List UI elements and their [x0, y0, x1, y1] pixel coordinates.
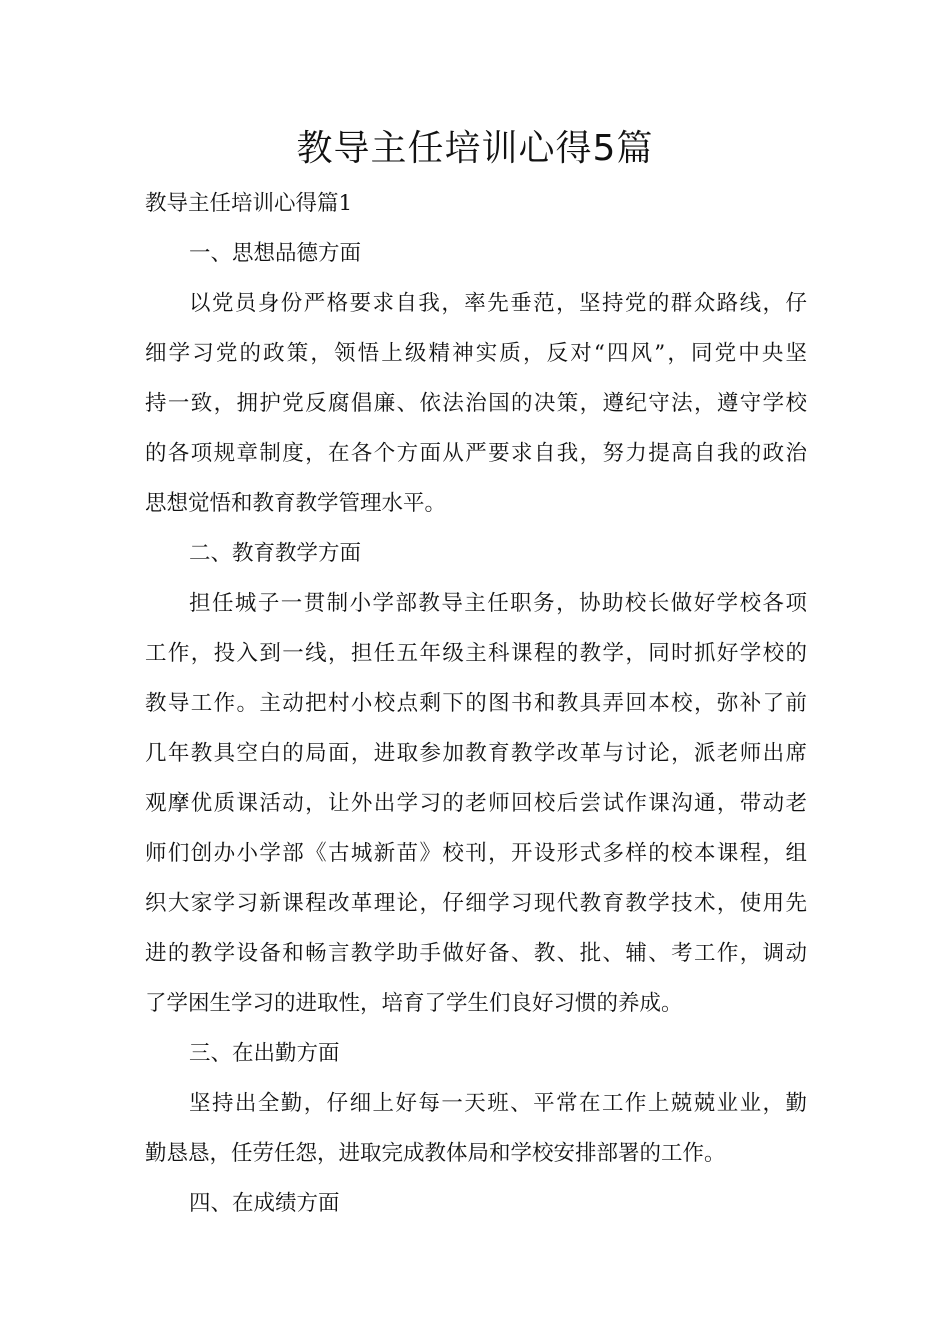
- heading-3: 三、在出勤方面: [189, 1041, 340, 1066]
- heading-1: 一、思想品德方面: [189, 241, 362, 266]
- paragraph-line: 观摩优质课活动，让外出学习的老师回校后尝试作课沟通，带动老: [145, 791, 807, 816]
- paragraph-line: 了学困生学习的进取性，培育了学生们良好习惯的养成。: [145, 991, 683, 1016]
- paragraph-line: 勤恳恳，任劳任怨，进取完成教体局和学校安排部署的工作。: [145, 1141, 726, 1166]
- paragraph-line: 的各项规章制度，在各个方面从严要求自我，努力提高自我的政治: [145, 441, 807, 466]
- paragraph-line: 细学习党的政策，领悟上级精神实质，反对“四风”，同党中央坚: [145, 341, 807, 366]
- document-title: 教导主任培训心得5篇: [296, 128, 654, 169]
- heading-4: 四、在成绩方面: [189, 1191, 340, 1216]
- paragraph-line: 担任城子一贯制小学部教导主任职务，协助校长做好学校各项: [189, 591, 807, 616]
- paragraph-line: 几年教具空白的局面，进取参加教育教学改革与讨论，派老师出席: [145, 741, 807, 766]
- paragraph-1: [145, 279, 807, 529]
- section-subtitle: 教导主任培训心得篇1: [145, 191, 353, 216]
- paragraph-line: 持一致，拥护党反腐倡廉、依法治国的决策，遵纪守法，遵守学校: [145, 391, 807, 416]
- paragraph-line: 坚持出全勤，仔细上好每一天班、平常在工作上兢兢业业，勤: [189, 1091, 807, 1116]
- paragraph-line: 以党员身份严格要求自我，率先垂范，坚持党的群众路线，仔: [189, 291, 807, 316]
- paragraph-line: 教导工作。主动把村小校点剩下的图书和教具弄回本校，弥补了前: [145, 691, 807, 716]
- paragraph-2: [145, 579, 807, 1029]
- paragraph-line: 进的教学设备和畅言教学助手做好备、教、批、辅、考工作，调动: [145, 941, 807, 966]
- heading-2: 二、教育教学方面: [189, 541, 362, 566]
- paragraph-line: 工作，投入到一线，担任五年级主科课程的教学，同时抓好学校的: [145, 641, 807, 666]
- paragraph-line: 师们创办小学部《古城新苗》校刊，开设形式多样的校本课程，组: [145, 841, 807, 866]
- document-body: [145, 179, 807, 1229]
- paragraph-line: 思想觉悟和教育教学管理水平。: [145, 491, 447, 516]
- paragraph-3: [145, 1079, 807, 1179]
- paragraph-line: 织大家学习新课程改革理论，仔细学习现代教育教学技术，使用先: [145, 891, 807, 916]
